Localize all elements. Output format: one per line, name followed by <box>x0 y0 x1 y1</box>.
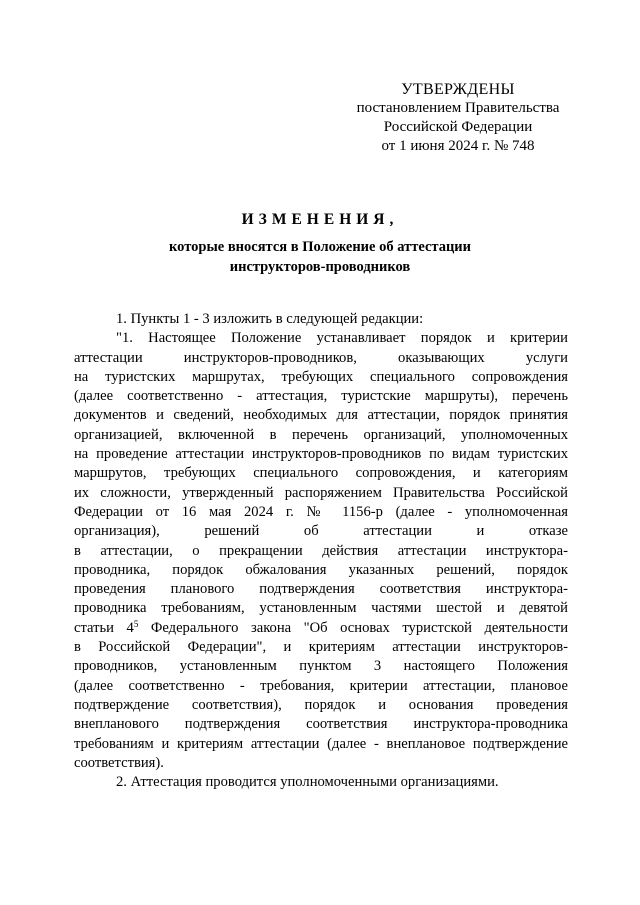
quote-line: проводника требованиям, установленным частями шестой и девятой <box>74 600 568 617</box>
quote-line: аттестации инструкторов-проводников, оказывающих услуги <box>74 349 568 366</box>
quote-line: соответствия). <box>74 754 164 771</box>
quote-line: требованиям и критериям аттестации (далее - внеплановое подтверждение <box>74 735 568 752</box>
quote-line: их сложности, утвержденный распоряжением Правительства Российской <box>74 484 568 501</box>
quote-line: проводника, порядок обжалования указанных решений, порядок <box>74 561 568 578</box>
article-suffix: Федерального закона "Об основах туристской деятельности <box>138 619 569 636</box>
quote-line: внепланового подтверждения соответствия инструктора-проводника <box>74 716 568 733</box>
approval-line-3: от 1 июня 2024 г. № 748 <box>381 138 535 154</box>
quote-line: в Российской Федерации", и критериям аттестации инструкторов- <box>74 639 568 656</box>
quote-line: маршрутов, требующих специального сопровождения, и категориям <box>74 465 568 482</box>
quote-line: подтверждение соответствия), порядок и основания проведения <box>74 696 568 713</box>
paragraph-2: 2. Аттестация проводится уполномоченными организациями. <box>116 774 499 791</box>
approval-heading: УТВЕРЖДЕНЫ <box>401 81 515 98</box>
document-body <box>74 310 568 792</box>
quote-line: на проведение аттестации инструкторов-проводников по видам туристских <box>74 446 568 463</box>
approval-line-2: Российской Федерации <box>383 119 533 135</box>
quote-line: документов и сведений, необходимых для аттестации, порядок принятия <box>74 407 568 424</box>
quote-line: (далее соответственно - аттестация, туристские маршруты), перечень <box>74 388 568 405</box>
quote-line: в аттестации, о прекращении действия аттестации инструктора- <box>74 542 568 559</box>
quote-line: "1. Настоящее Положение устанавливает порядок и критерии <box>116 330 568 347</box>
subtitle-line-2: инструкторов-проводников <box>229 259 411 275</box>
quote-line: на туристских маршрутах, требующих специального сопровождения <box>74 368 568 385</box>
paragraph-1: 1. Пункты 1 - 3 изложить в следующей редакции: <box>116 311 424 327</box>
quote-line: (далее соответственно - требования, критерии аттестации, плановое <box>74 677 568 694</box>
quote-line: организация), решений об аттестации и отказе <box>74 523 568 540</box>
quote-line: проводников, установленным пунктом 3 настоящего Положения <box>74 658 568 675</box>
document-subtitle <box>60 237 580 277</box>
approval-line-1: постановлением Правительства <box>356 100 560 116</box>
article-superscript: 5 <box>133 618 139 629</box>
quote-line: проведения планового подтверждения соответствия инструктора- <box>74 581 568 598</box>
approval-block <box>338 80 578 156</box>
quote-line: организацией, включенной в перечень организаций, уполномоченных <box>74 426 568 443</box>
quote-line: Федерации от 16 мая 2024 г. № 1156-р (далее - уполномоченная <box>74 503 568 520</box>
subtitle-line-1: которые вносятся в Положение об аттестации <box>168 239 472 255</box>
article-prefix: статьи 4 <box>74 619 134 636</box>
quote-line-article <box>74 619 568 638</box>
document-title: ИЗМЕНЕНИЯ, <box>241 211 399 228</box>
